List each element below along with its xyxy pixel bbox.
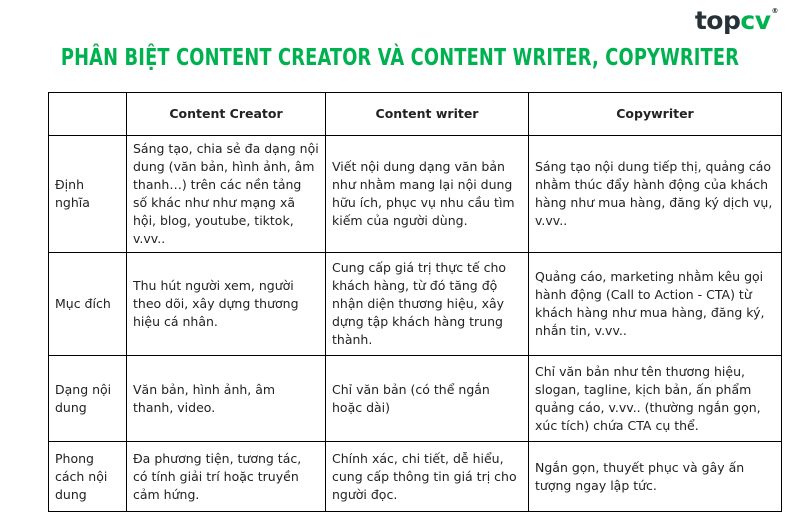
table-cell: Quảng cáo, marketing nhằm kêu gọi hành động (Call to Action - CTA) từ khách hàng như mua hàng, đăng ký, nhắn tin, v.vv..	[529, 253, 782, 356]
header-copywriter: Copywriter	[529, 93, 782, 136]
topcv-logo: topcv®	[694, 6, 778, 35]
table-cell: Thu hút người xem, người theo dõi, xây dựng thương hiệu cá nhân.	[127, 253, 326, 356]
row-label-content-style: Phong cách nội dung	[49, 442, 127, 512]
table-row	[49, 356, 782, 442]
header-row	[49, 93, 782, 136]
row-label-purpose: Mục đích	[49, 253, 127, 356]
page-title: PHÂN BIỆT CONTENT CREATOR VÀ CONTENT WRITER, COPYWRITER	[60, 45, 740, 71]
table-cell: Chỉ văn bản (có thể ngắn hoặc dài)	[326, 356, 529, 442]
row-label-content-type: Dạng nội dung	[49, 356, 127, 442]
table-row	[49, 253, 782, 356]
table-cell: Ngắn gọn, thuyết phục và gây ấn tượng ngay lập tức.	[529, 442, 782, 512]
header-corner	[49, 93, 127, 136]
table-row	[49, 442, 782, 512]
table-row	[49, 136, 782, 253]
table-cell: Viết nội dung dạng văn bản như nhằm mang lại nội dung hữu ích, phục vụ nhu cầu tìm kiếm của người dùng.	[326, 136, 529, 253]
table-cell: Sáng tạo nội dung tiếp thị, quảng cáo nhằm thúc đẩy hành động của khách hàng như mua hàng, đăng ký dịch vụ, v.vv..	[529, 136, 782, 253]
table-cell: Văn bản, hình ảnh, âm thanh, video.	[127, 356, 326, 442]
header-content-creator: Content Creator	[127, 93, 326, 136]
table-cell: Cung cấp giá trị thực tế cho khách hàng, từ đó tăng độ nhận diện thương hiệu, xây dựng tập khách hàng trung thành.	[326, 253, 529, 356]
table-cell: Chỉ văn bản như tên thương hiệu, slogan, tagline, kịch bản, ấn phẩm quảng cáo, v.vv.. (thường ngắn gọn, xúc tích) chứa CTA cụ thể.	[529, 356, 782, 442]
header-content-writer: Content writer	[326, 93, 529, 136]
row-label-definition: Định nghĩa	[49, 136, 127, 253]
table-cell: Đa phương tiện, tương tác, có tính giải trí hoặc truyền cảm hứng.	[127, 442, 326, 512]
table-cell: Sáng tạo, chia sẻ đa dạng nội dung (văn bản, hình ảnh, âm thanh…) trên các nền tảng số khác như như mạng xã hội, blog, youtube, tiktok, v.vv..	[127, 136, 326, 253]
table-cell: Chính xác, chi tiết, dễ hiểu, cung cấp thông tin giá trị cho người đọc.	[326, 442, 529, 512]
comparison-table	[48, 92, 782, 512]
